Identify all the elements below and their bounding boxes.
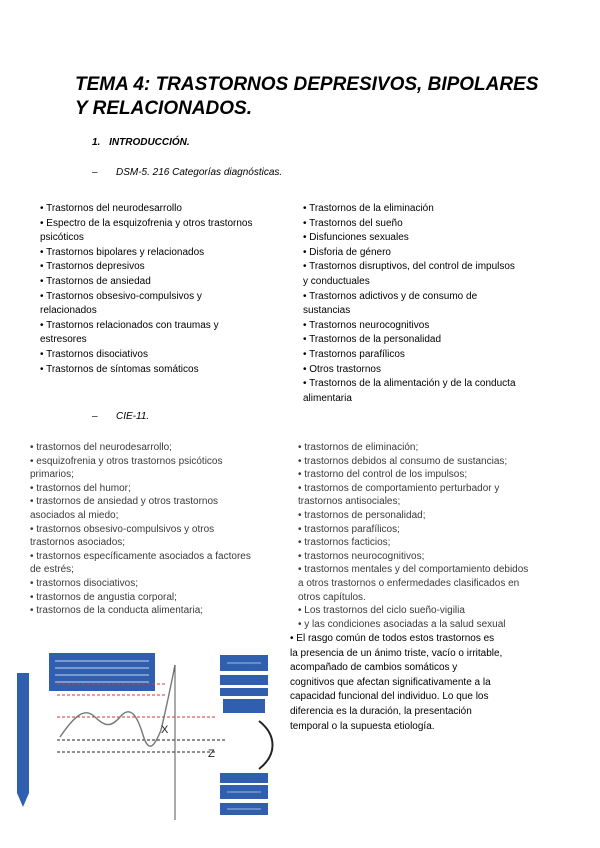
- section-number: 1.: [92, 137, 101, 148]
- dsm-left-line: psicóticos: [40, 232, 84, 244]
- diagram-box-5: [220, 773, 268, 783]
- section-heading: [92, 137, 190, 148]
- diagram-bracket: [259, 721, 273, 769]
- paragraph-lines-line: temporal o la supuesta etiología.: [290, 720, 435, 732]
- dsm-left-line: • Trastornos bipolares y relacionados: [40, 246, 205, 258]
- cie-left-line: • trastornos obsesivo-compulsivos y otros: [30, 523, 215, 535]
- dsm-left-line: • Trastornos disociativos: [40, 348, 148, 360]
- paragraph-lines-line: la presencia de un ánimo triste, vacío o irritable,: [290, 647, 503, 659]
- dsm-left-line: • Trastornos depresivos: [40, 261, 145, 273]
- cie-left-line: asociados al miedo;: [30, 509, 119, 521]
- cie-right-line: • trastorno del control de los impulsos;: [298, 469, 468, 481]
- page-title: TEMA 4: TRASTORNOS DEPRESIVOS, BIPOLARES Y RELACIONADOS.: [75, 74, 539, 119]
- cie-right-line: • trastornos de comportamiento perturbador y: [298, 482, 500, 494]
- cie-right-line: • trastornos de eliminación;: [298, 442, 419, 453]
- cie-left-line: de estrés;: [30, 564, 74, 576]
- dsm-right-line: • Trastornos de la alimentación y de la conducta: [303, 378, 516, 390]
- dsm-right-line: • Trastornos disruptivos, del control de impulsos: [303, 261, 515, 273]
- cie-left-line: • trastornos del neurodesarrollo;: [30, 442, 172, 453]
- dsm-left-line: • Trastornos del neurodesarrollo: [40, 203, 182, 214]
- dsm-right-line: • Trastornos de la personalidad: [303, 334, 442, 346]
- dsm-left-line: • Trastornos obsesivo-compulsivos y: [40, 290, 202, 302]
- cie-right-line: trastornos antisociales;: [298, 496, 401, 508]
- cie-right-line: • Los trastornos del ciclo sueño-vigilia: [298, 605, 465, 617]
- cie-right-line: • y las condiciones asociadas a la salud sexual: [298, 618, 506, 630]
- cie-left-line: • trastornos específicamente asociados a factores: [30, 550, 251, 562]
- dsm-right-line: • Trastornos parafílicos: [303, 348, 405, 360]
- diagram-box-4: [223, 699, 265, 713]
- dsm-right-line: • Trastornos de la eliminación: [303, 203, 434, 214]
- cie-right-list: [298, 441, 573, 631]
- dsm-left-line: estresores: [40, 334, 87, 346]
- cie-left-line: • trastornos de angustia corporal;: [30, 591, 177, 603]
- cie-left-line: • esquizofrenia y otros trastornos psicóticos: [30, 455, 223, 467]
- cie-right-line: • trastornos de personalidad;: [298, 509, 426, 521]
- cie-left-line: trastornos asociados;: [30, 537, 126, 549]
- paragraph-lines-line: cognitivos que afectan significativamente a la: [290, 676, 491, 688]
- dsm-right-line: • Disforia de género: [303, 246, 391, 258]
- dsm-left-line: relacionados: [40, 305, 97, 317]
- dsm-dash: –: [92, 167, 98, 178]
- dsm-right-list: [303, 202, 573, 406]
- dsm-left-line: • Trastornos de ansiedad: [40, 275, 151, 287]
- cie-right-line: • trastornos mentales y del comportamiento debidos: [298, 564, 529, 576]
- paragraph-lines-line: • El rasgo común de todos estos trastornos es: [290, 633, 495, 644]
- cie-left-line: • trastornos de ansiedad y otros trastornos: [30, 496, 219, 508]
- dsm-left-line: • Espectro de la esquizofrenia y otros trastornos: [40, 217, 253, 229]
- dsm-right-line: sustancias: [303, 305, 351, 317]
- cie-right-line: • trastornos parafílicos;: [298, 523, 400, 535]
- dsm-right-line: alimentaria: [303, 392, 352, 404]
- cie-left-line: • trastornos de la conducta alimentaria;: [30, 605, 204, 617]
- cie-left-line: primarios;: [30, 469, 74, 481]
- diagram-left-bar: [17, 673, 29, 807]
- cie-left-line: • trastornos del humor;: [30, 482, 131, 494]
- dsm-right-line: • Trastornos neurocognitivos: [303, 319, 430, 331]
- diagram-header-box: [49, 653, 155, 691]
- diagram-label-x: X: [161, 724, 169, 736]
- paragraph-lines-line: capacidad funcional del individuo. Lo que los: [290, 691, 489, 703]
- paragraph-lines-line: diferencia es la duración, la presentación: [290, 705, 472, 717]
- dsm-right-line: y conductuales: [303, 275, 370, 287]
- dsm-right-line: • Trastornos del sueño: [303, 217, 403, 229]
- dsm-right-line: • Otros trastornos: [303, 363, 381, 375]
- dsm-right-line: • Trastornos adictivos y de consumo de: [303, 290, 478, 302]
- cie-right-line: • trastornos facticios;: [298, 537, 391, 549]
- summary-paragraph: [290, 632, 525, 734]
- diagram-box-3: [220, 688, 268, 696]
- dsm-heading: [92, 167, 282, 178]
- section-label: INTRODUCCIÓN.: [109, 137, 190, 148]
- cie-right-line: • trastornos neurocognitivos;: [298, 550, 425, 562]
- diagram-box-2: [220, 675, 268, 685]
- mood-diagram: [15, 645, 280, 830]
- dsm-left-line: • Trastornos de síntomas somáticos: [40, 363, 199, 375]
- cie-dash: –: [92, 411, 98, 422]
- cie-heading: [92, 411, 149, 422]
- dsm-left-line: • Trastornos relacionados con traumas y: [40, 319, 219, 331]
- cie-label: CIE-11.: [116, 411, 150, 422]
- dsm-label: DSM-5. 216 Categorías diagnósticas.: [116, 167, 283, 178]
- paragraph-lines-line: acompañado de cambios somáticos y: [290, 662, 458, 674]
- cie-right-line: otros capítulos.: [298, 591, 366, 603]
- dsm-left-list: [40, 202, 295, 377]
- cie-right-line: a otros trastornos o enfermedades clasificados en: [298, 577, 520, 589]
- cie-left-line: • trastornos disociativos;: [30, 577, 138, 589]
- cie-left-list: [30, 441, 292, 618]
- cie-right-line: • trastornos debidos al consumo de sustancias;: [298, 455, 508, 467]
- dsm-right-line: • Disfunciones sexuales: [303, 232, 409, 244]
- diagram-label-z: Z: [208, 748, 215, 760]
